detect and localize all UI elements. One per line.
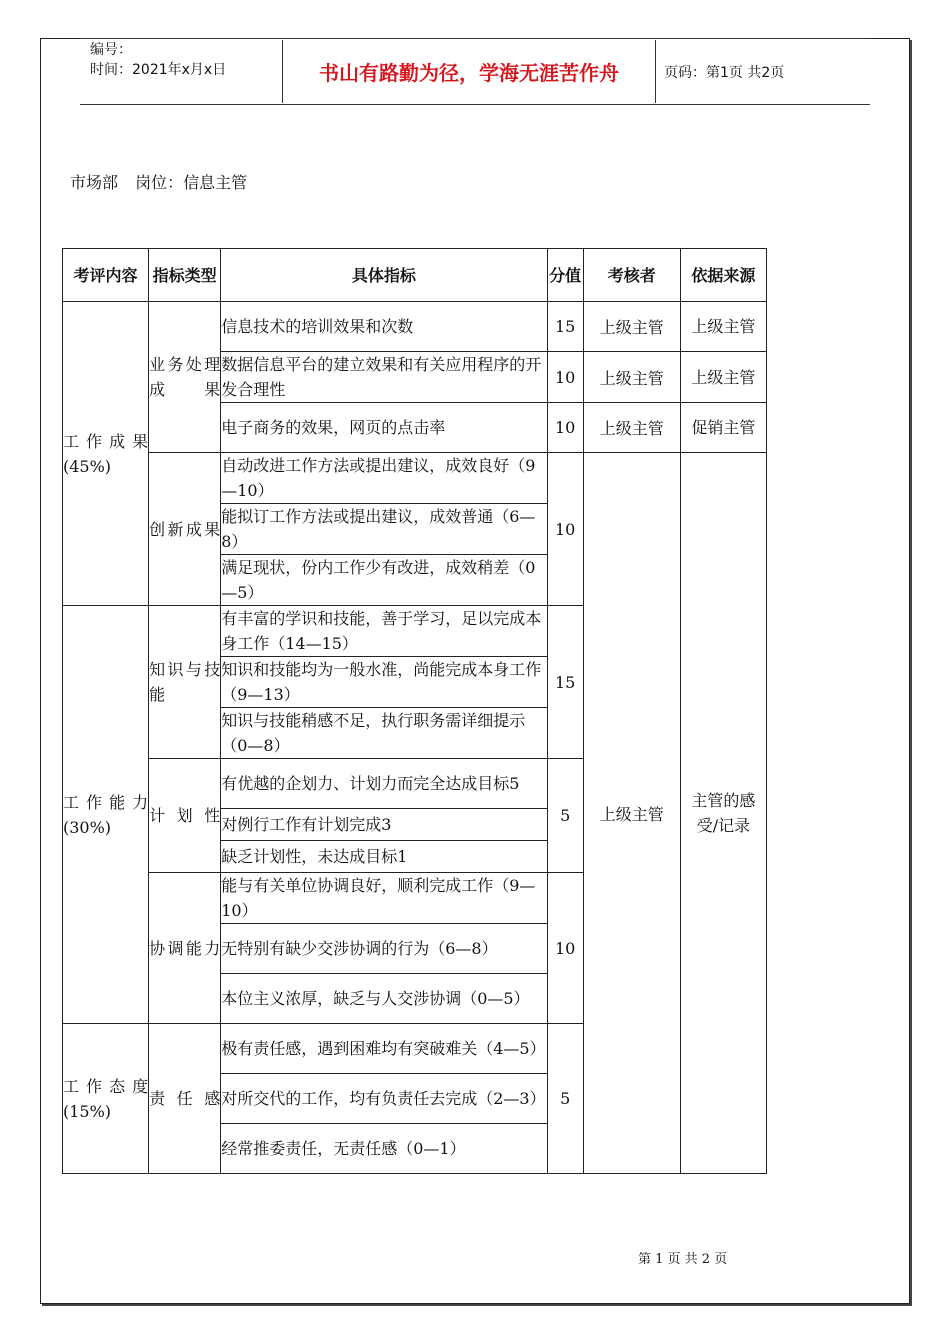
page-footer: 第 1 页 共 2 页 xyxy=(638,1252,728,1267)
type-cell: 知识与技能 xyxy=(149,606,221,759)
table-header-row xyxy=(63,249,767,302)
header-meta xyxy=(90,40,226,80)
category-cell: 工作能力(30%) xyxy=(63,606,149,1024)
type-cell: 计划性 xyxy=(149,759,221,873)
header-cell: 考核者 xyxy=(583,249,680,302)
indicator-cell: 电子商务的效果，网页的点击率 xyxy=(221,403,547,453)
indicator-cell: 信息技术的培训效果和次数 xyxy=(221,302,547,352)
indicator-cell: 知识与技能稍感不足，执行职务需详细提示（0—8） xyxy=(221,708,547,759)
indicator-cell: 有丰富的学识和技能，善于学习，足以完成本身工作（14—15） xyxy=(221,606,547,657)
table-row xyxy=(63,453,767,504)
score-cell: 10 xyxy=(547,453,583,606)
dept-name: 市场部 xyxy=(70,173,119,192)
header-top-rule xyxy=(80,38,870,39)
source-cell: 上级主管 xyxy=(680,302,766,352)
source-cell: 上级主管 xyxy=(680,352,766,403)
score-cell: 15 xyxy=(547,606,583,759)
dept-line xyxy=(70,170,259,193)
table-row xyxy=(63,302,767,352)
score-cell: 10 xyxy=(547,352,583,403)
reviewer-cell: 上级主管 xyxy=(583,352,680,403)
indicator-cell: 能拟订工作方法或提出建议，成效普通（6—8） xyxy=(221,504,547,555)
header-cell: 依据来源 xyxy=(680,249,766,302)
header-bottom-rule xyxy=(80,104,870,105)
reviewer-cell: 上级主管 xyxy=(583,302,680,352)
header-cell: 具体指标 xyxy=(221,249,547,302)
position-label: 岗位：信息主管 xyxy=(135,173,248,192)
category-cell: 工作态度(15%) xyxy=(63,1024,149,1174)
indicator-cell: 对所交代的工作，均有负责任去完成（2—3） xyxy=(221,1074,547,1124)
header-cell: 考评内容 xyxy=(63,249,149,302)
shared-reviewer-cell: 上级主管 xyxy=(583,453,680,1174)
header-cell: 指标类型 xyxy=(149,249,221,302)
indicator-cell: 能与有关单位协调良好，顺利完成工作（9—10） xyxy=(221,873,547,924)
indicator-cell: 知识和技能均为一般水准，尚能完成本身工作（9—13） xyxy=(221,657,547,708)
type-cell: 协调能力 xyxy=(149,873,221,1024)
type-cell: 创新成果 xyxy=(149,453,221,606)
indicator-cell: 缺乏计划性，未达成目标1 xyxy=(221,841,547,873)
score-cell: 10 xyxy=(547,873,583,1024)
score-cell: 5 xyxy=(547,1024,583,1174)
indicator-cell: 自动改进工作方法或提出建议，成效良好（9—10） xyxy=(221,453,547,504)
time-label: 时间：2021年x月x日 xyxy=(90,62,227,78)
motto: 书山有路勤为径，学海无涯苦作舟 xyxy=(282,40,656,103)
category-cell: 工作成果(45%) xyxy=(63,302,149,606)
header-cell: 分值 xyxy=(547,249,583,302)
number-label: 编号： xyxy=(90,42,132,58)
kpi-table xyxy=(62,248,767,1174)
type-cell: 责任感 xyxy=(149,1024,221,1174)
shared-source-cell: 主管的感受/记录 xyxy=(680,453,766,1174)
reviewer-cell: 上级主管 xyxy=(583,403,680,453)
score-cell: 15 xyxy=(547,302,583,352)
indicator-cell: 有优越的企划力、计划力而完全达成目标5 xyxy=(221,759,547,809)
score-cell: 5 xyxy=(547,759,583,873)
source-cell: 促销主管 xyxy=(680,403,766,453)
indicator-cell: 对例行工作有计划完成3 xyxy=(221,809,547,841)
indicator-cell: 经常推委责任，无责任感（0—1） xyxy=(221,1124,547,1174)
indicator-cell: 数据信息平台的建立效果和有关应用程序的开发合理性 xyxy=(221,352,547,403)
page-code: 页码：第1页 共2页 xyxy=(664,65,785,81)
indicator-cell: 无特别有缺少交涉协调的行为（6—8） xyxy=(221,924,547,974)
type-cell: 业务处理成果 xyxy=(149,302,221,453)
indicator-cell: 本位主义浓厚，缺乏与人交涉协调（0—5） xyxy=(221,974,547,1024)
indicator-cell: 满足现状，份内工作少有改进，成效稍差（0—5） xyxy=(221,555,547,606)
indicator-cell: 极有责任感，遇到困难均有突破难关（4—5） xyxy=(221,1024,547,1074)
score-cell: 10 xyxy=(547,403,583,453)
